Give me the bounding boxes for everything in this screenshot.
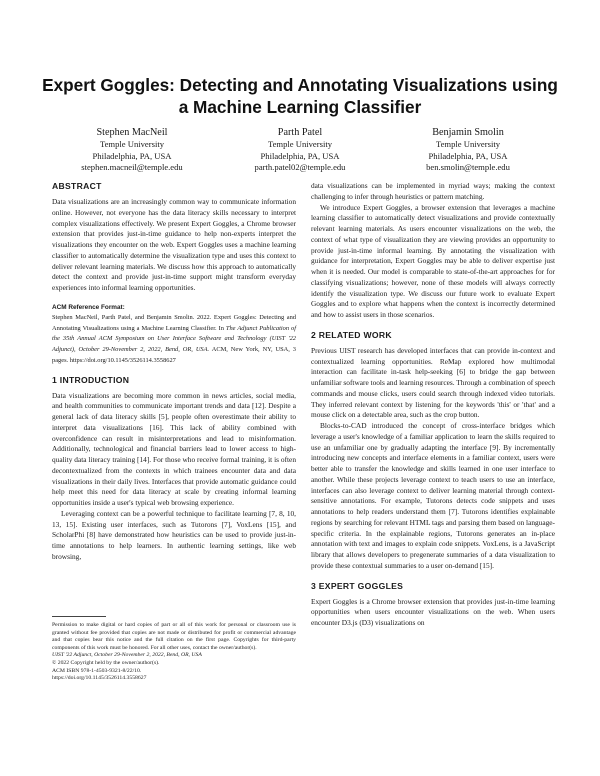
author-3 xyxy=(388,126,548,174)
intro-heading: 1 INTRODUCTION xyxy=(52,374,130,385)
abstract-heading: ABSTRACT xyxy=(52,181,102,191)
author-email[interactable]: ben.smolin@temple.edu xyxy=(426,162,510,172)
author-location: Philadelphia, PA, USA xyxy=(428,150,508,161)
author-affiliation: Temple University xyxy=(267,139,333,149)
expert-goggles-paragraph-1: Expert Goggles is a Chrome browser extension that provides just-in-time learning opportunities when users encounter visualizations on the web. When users encounter D3.js (D3) visualizations on xyxy=(311,596,555,627)
author-name: Stephen MacNeil xyxy=(96,127,168,138)
related-paragraph-2: Blocks-to-CAD introduced the concept of cross-interface bridges which leverage a user's knowledge of a familiar application to learn the skills required to use an unfamiliar one by gradually adapting the interface [9]. By incrementally introducing new concepts and interface elements in a familiar context, users were better able to transfer the knowledge and skills learned in one user interface to another. While these projects leverage context to teach users to use an interface, interfaces can also leverage context to deliver learning material through context-sensitive annotations. For example, Tutorons detects code snippets and uses annotations to help readers understand them [7]. Tutorons identifies explainable regions by searching for relevant HTML tags and parsing them based on language-specific criteria. In the explainable regions, Tutorons generates an in-place annotation with text and images to explain code snippets. VoxLens, is a JavaScript library that allows developers to pregenerate summaries of a data visualization to provide these contextual summaries to a user on-demand [15]. xyxy=(311,421,555,570)
footnote-isbn: ACM ISBN 978-1-4503-9321-8/22/10. xyxy=(52,667,142,674)
author-affiliation: Temple University xyxy=(435,139,501,149)
related-paragraph-1: Previous UIST research has developed interfaces that can provide in-context and contextualized learning opportunities. ReMap explored how multimodal interaction can facilitate in-task help-seeking [6] to bridge the gap between unfamiliar software tools and learning resources. Through a combination of speech commands and mouse clicks, users could search through indexed video tutorials. They inferred relevant context by listening for the keywords 'this' or 'that' and a mouse click on a detectable area, such as the crop button. xyxy=(311,345,555,420)
intro-continuation: data visualizations can be implemented in myriad ways; making the context challenging to infer through heuristics or pattern matching. xyxy=(311,181,555,201)
intro-paragraph-2: Leveraging context can be a powerful technique to facilitate learning [7, 8, 10, 13, 15]. Existing user interfaces, such as Tutorons [7], VoxLens [15], and ScholarPhi [8] have demonstrated how heuristics can be used to provide just-in-time annotations to help learners. In authentic learning settings, like web browsing, xyxy=(52,508,296,561)
author-location: Philadelphia, PA, USA xyxy=(92,150,172,161)
related-work-heading: 2 RELATED WORK xyxy=(311,329,392,340)
footnote-copyright: © 2022 Copyright held by the owner/author(s). xyxy=(52,659,160,666)
right-column xyxy=(311,181,555,629)
author-name: Parth Patel xyxy=(277,127,323,138)
ref-format-tail: ACM, New York, NY, USA, 3 pages. https://doi.org/10.1145/3526114.3558627 xyxy=(52,346,296,364)
intro-paragraph-3: We introduce Expert Goggles, a browser extension that leverages a machine learning classifier to automatically detect visualizations and provide contextually relevant learning materials. As users encounter visualizations on the web, the context of what type of visualization they are viewing provides an opportunity to provide just-in-time informal learning. By annotating the visualization with guidance for interpretation, Expert Goggles may be able to deliver expertise just when it is needed. Our model is comparable to state-of-the-art approaches for for classifying visualizations; however, none of these models will always correctly identify the visualization type. We discuss our future work to evaluate Expert Goggles and to explore what happens when the context is incorrectly determined and how to assist users in those scenarios. xyxy=(311,202,555,319)
footnote-venue: UIST '22 Adjunct, October 29-November 2, 2022, Bend, OR, USA xyxy=(52,652,202,659)
author-affiliation: Temple University xyxy=(99,139,165,149)
author-1 xyxy=(52,126,212,174)
abstract-text: Data visualizations are an increasingly common way to communicate information online. However, not everyone has the data literacy skills necessary to interpret complex visualizations effectively. We present Expert Goggles, a Chrome browser extension that provides just-in-time guidance to help non-experts interpret the visualizations they encounter on the web. Expert Goggles uses a machine learning classifier to automatically determine the visualization type and uses this context to deliver relevant learning materials. We discuss how this approach to automatically detect the context and provide just-in-time support might transform everyday experiences into informal learning opportunities. xyxy=(52,197,296,292)
author-location: Philadelphia, PA, USA xyxy=(260,150,340,161)
footnote-divider xyxy=(52,616,106,617)
author-name: Benjamin Smolin xyxy=(432,127,504,138)
author-block xyxy=(52,126,548,174)
author-2 xyxy=(220,126,380,174)
intro-paragraph-1: Data visualizations are becoming more common in news articles, social media, and health communities to communicate important trends and data [12]. Despite a general lack of data literacy skills [5], people often overestimate their ability to interpret data visualizations [16]. This lack of ability combined with overconfidence can result in misinterpretations and lead to misinformation. Additionally, technological and financial barriers lead to lower access to high-quality data literacy training [14]. For those who receive formal training, it is often decontextualized from the contexts in which trainees encounter data and data visualizations in their daily lives. Interfaces that provide automatic guidance could help meet this need for data literacy at scale by creating informal learning opportunities inside a user's typical web browsing experience. xyxy=(52,390,296,507)
paper-title: Expert Goggles: Detecting and Annotating Visualizations using a Machine Learning Classifier xyxy=(42,75,558,117)
ref-format-label: ACM Reference Format: xyxy=(52,303,125,311)
author-email[interactable]: stephen.macneil@temple.edu xyxy=(81,162,183,172)
left-column xyxy=(52,181,296,563)
permission-text: Permission to make digital or hard copies of part or all of this work for personal or classroom use is granted without fee provided that copies are not made or distributed for profit or commercial advantage and that copies bear this notice and the full citation on the first page. Copyrights for third-party components of this work must be honored. For all other uses, contact the owner/author(s). xyxy=(52,622,296,651)
author-email[interactable]: parth.patel02@temple.edu xyxy=(254,162,346,172)
ref-format-authors: Stephen MacNeil, Parth Patel, and Benjamin Smolin. 2022. Expert Goggles: Detecting and Annotating Visualizations using a Machine Learning Classifier. In xyxy=(52,313,296,332)
footnote-doi[interactable]: https://doi.org/10.1145/3526114.3558627 xyxy=(52,675,147,682)
expert-goggles-heading: 3 EXPERT GOGGLES xyxy=(311,580,404,591)
acm-reference-format xyxy=(52,303,296,366)
permission-footnote xyxy=(52,622,296,683)
ref-format-venue: The Adjunct Publication of the 35th Annual ACM Symposium on User Interface Software and Technology (UIST '22 Adjunct), October 29-November 2, 2022, Bend, OR, USA. xyxy=(52,324,296,353)
